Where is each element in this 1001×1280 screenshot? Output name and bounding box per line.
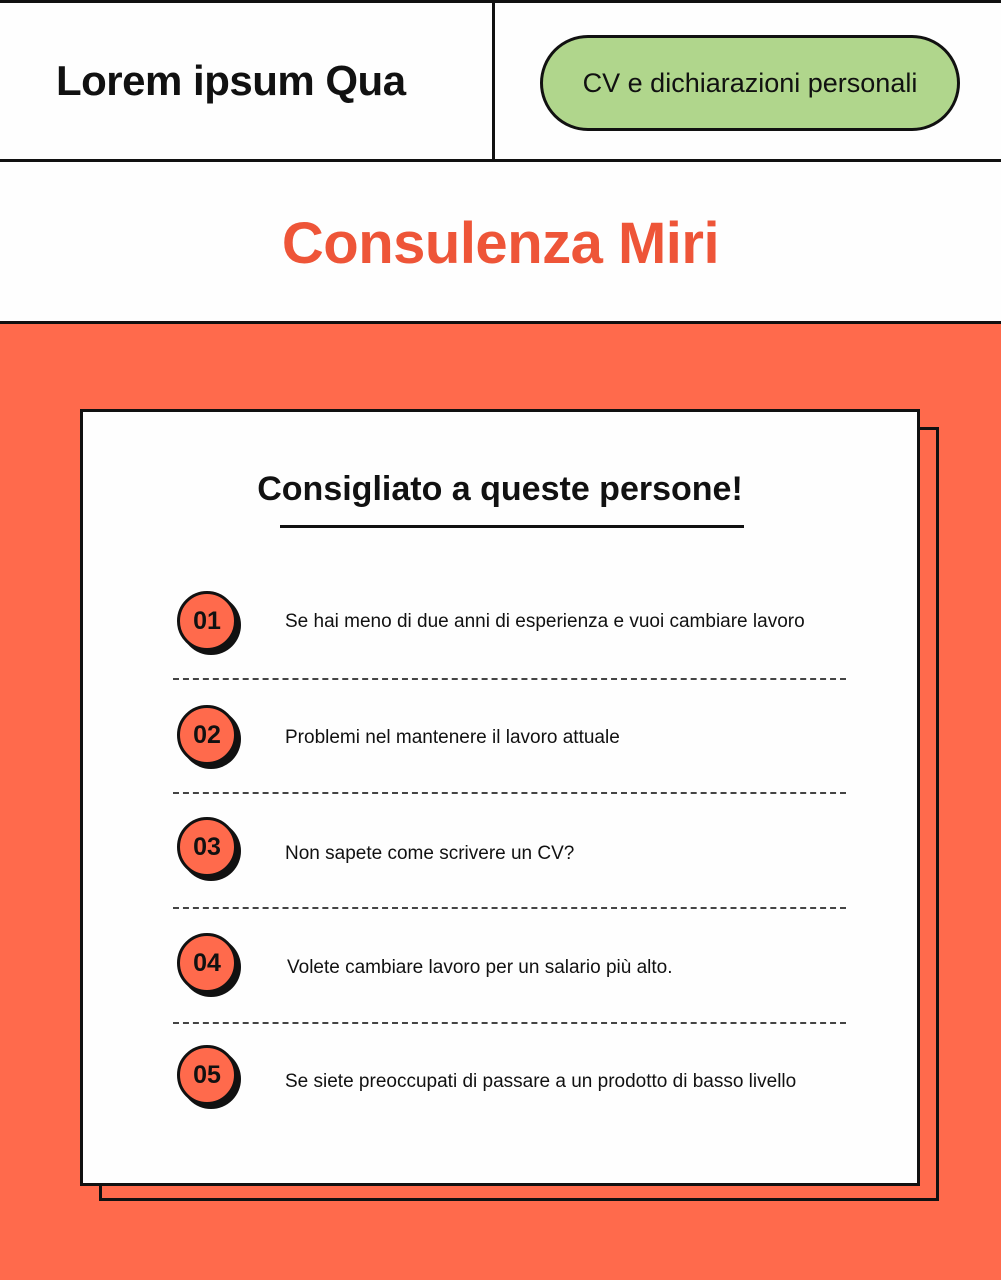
dashed-divider [173, 792, 846, 794]
dashed-divider [173, 678, 846, 680]
badge-number: 04 [177, 933, 237, 993]
number-badge [177, 1045, 237, 1105]
brand-title: Lorem ipsum Qua [56, 57, 406, 104]
badge-number: 02 [177, 705, 237, 765]
item-text: Problemi nel mantenere il lavoro attuale [285, 727, 620, 748]
number-badge [177, 933, 237, 993]
item-text: Se hai meno di due anni di esperienza e vuoi cambiare lavoro [285, 611, 805, 632]
dashed-divider [173, 1022, 846, 1024]
title-band [0, 162, 1001, 324]
dashed-divider [173, 907, 846, 909]
card-heading: Consigliato a queste persone! [257, 470, 743, 508]
item-text: Se siete preoccupati di passare a un prodotto di basso livello [285, 1071, 797, 1092]
list-item [83, 591, 917, 661]
category-pill[interactable]: CV e dichiarazioni personali [540, 35, 960, 131]
list-item [83, 1045, 917, 1115]
number-badge [177, 705, 237, 765]
page-title: Consulenza Miri [281, 211, 720, 276]
item-text: Non sapete come scrivere un CV? [285, 843, 575, 864]
list-item [83, 705, 917, 775]
badge-number: 03 [177, 817, 237, 877]
list-item [83, 933, 917, 1003]
number-badge [177, 591, 237, 651]
number-badge [177, 817, 237, 877]
badge-number: 05 [177, 1045, 237, 1105]
header-divider [492, 3, 495, 159]
header [0, 0, 1001, 162]
heading-underline [280, 525, 744, 528]
badge-number: 01 [177, 591, 237, 651]
list-item [83, 817, 917, 887]
item-text: Volete cambiare lavoro per un salario più alto. [287, 957, 673, 978]
recommendation-card [80, 409, 920, 1186]
